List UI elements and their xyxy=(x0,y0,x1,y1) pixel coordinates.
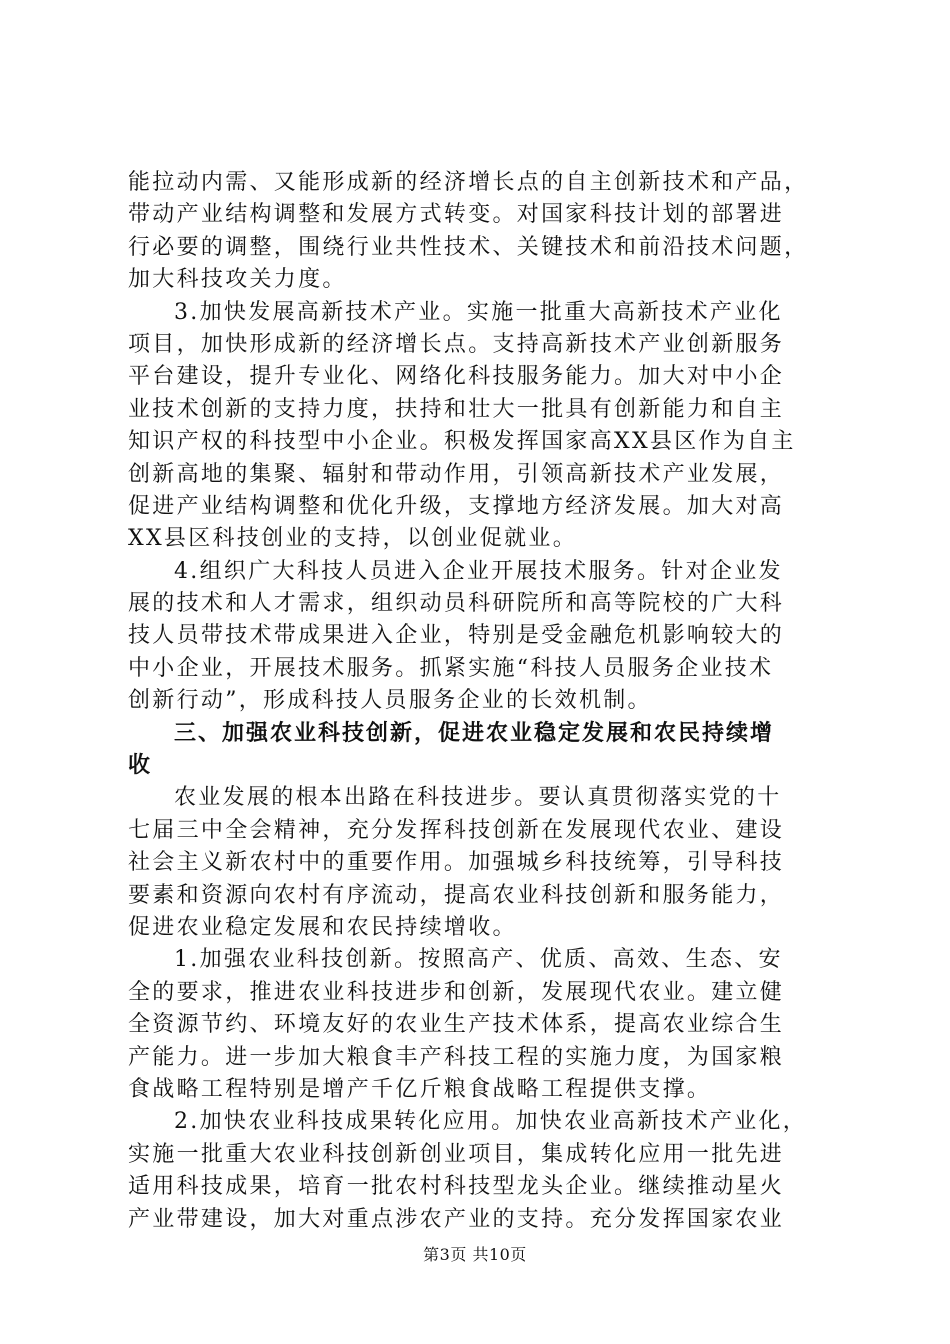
text-line: 4.组织广大科技人员进入企业开展技术服务。针对企业发 xyxy=(174,558,783,584)
text-line: 七届三中全会精神，充分发挥科技创新在发展现代农业、建设 xyxy=(128,817,785,843)
text-line: 食战略工程特别是增产千亿斤粮食战略工程提供支撑。 xyxy=(128,1076,712,1102)
text-line: 加大科技攻关力度。 xyxy=(128,267,347,293)
text-line: 1.加强农业科技创新。按照高产、优质、高效、生态、安 xyxy=(174,947,783,973)
paragraph-section-item-2 xyxy=(128,1106,833,1236)
text-line: 展的技术和人才需求，组织动员科研院所和高等院校的广大科 xyxy=(128,591,785,617)
paragraph-continued xyxy=(128,167,833,297)
text-line: 全资源节约、环境友好的农业生产技术体系，提高农业综合生 xyxy=(128,1012,785,1038)
text-line: 要素和资源向农村有序流动，提高农业科技创新和服务能力， xyxy=(128,882,785,908)
text-line: 平台建设，提升专业化、网络化科技服务能力。加大对中小企 xyxy=(128,364,785,390)
text-line: 社会主义新农村中的重要作用。加强城乡科技统筹，引导科技 xyxy=(128,850,785,876)
paragraph-item-3 xyxy=(128,297,833,556)
text-line: 业技术创新的支持力度，扶持和壮大一批具有创新能力和自主 xyxy=(128,396,785,422)
text-line: 产能力。进一步加大粮食丰产科技工程的实施力度，为国家粮 xyxy=(128,1044,785,1070)
text-line: 知识产权的科技型中小企业。积极发挥国家高XX县区作为自主 xyxy=(128,429,796,455)
heading-line: 收 xyxy=(128,753,153,779)
text-line: 技人员带技术带成果进入企业，特别是受金融危机影响较大的 xyxy=(128,623,785,649)
text-line: 创新高地的集聚、辐射和带动作用，引领高新技术产业发展， xyxy=(128,461,785,487)
heading-line: 三、加强农业科技创新，促进农业稳定发展和农民持续增 xyxy=(174,720,775,746)
text-line: 全的要求，推进农业科技进步和创新，发展现代农业。建立健 xyxy=(128,979,785,1005)
paragraph-section-item-1 xyxy=(128,944,833,1106)
page-number: 第3页 共10页 xyxy=(423,1245,527,1264)
text-line: 实施一批重大农业科技创新创业项目，集成转化应用一批先进 xyxy=(128,1141,785,1167)
text-line: 2.加快农业科技成果转化应用。加快农业高新技术产业化， xyxy=(174,1109,808,1135)
text-line: 能拉动内需、又能形成新的经济增长点的自主创新技术和产品， xyxy=(128,170,809,195)
text-line: 项目，加快形成新的经济增长点。支持高新技术产业创新服务 xyxy=(128,331,785,357)
text-line: 产业带建设，加大对重点涉农产业的支持。充分发挥国家农业 xyxy=(128,1206,785,1232)
section-heading xyxy=(128,718,833,783)
document-body xyxy=(128,167,833,1236)
text-line: 促进产业结构调整和优化升级，支撑地方经济发展。加大对高 xyxy=(128,493,785,519)
page-footer xyxy=(0,1244,950,1266)
text-line: 中小企业，开展技术服务。抓紧实施“科技人员服务企业技术 xyxy=(128,655,774,681)
text-line: 适用科技成果，培育一批农村科技型龙头企业。继续推动星火 xyxy=(128,1174,785,1200)
text-line: 促进农业稳定发展和农民持续增收。 xyxy=(128,914,517,940)
text-line: 带动产业结构调整和发展方式转变。对国家科技计划的部署进 xyxy=(128,202,785,228)
text-line: 3.加快发展高新技术产业。实施一批重大高新技术产业化 xyxy=(174,299,783,325)
text-line: 农业发展的根本出路在科技进步。要认真贯彻落实党的十 xyxy=(174,785,782,811)
text-line: 行必要的调整，围绕行业共性技术、关键技术和前沿技术问题， xyxy=(128,234,809,260)
text-line: 创新行动”，形成科技人员服务企业的长效机制。 xyxy=(128,688,652,714)
paragraph-item-4 xyxy=(128,556,833,718)
paragraph-section-intro xyxy=(128,782,833,944)
text-line: XX县区科技创业的支持，以创业促就业。 xyxy=(128,526,578,552)
